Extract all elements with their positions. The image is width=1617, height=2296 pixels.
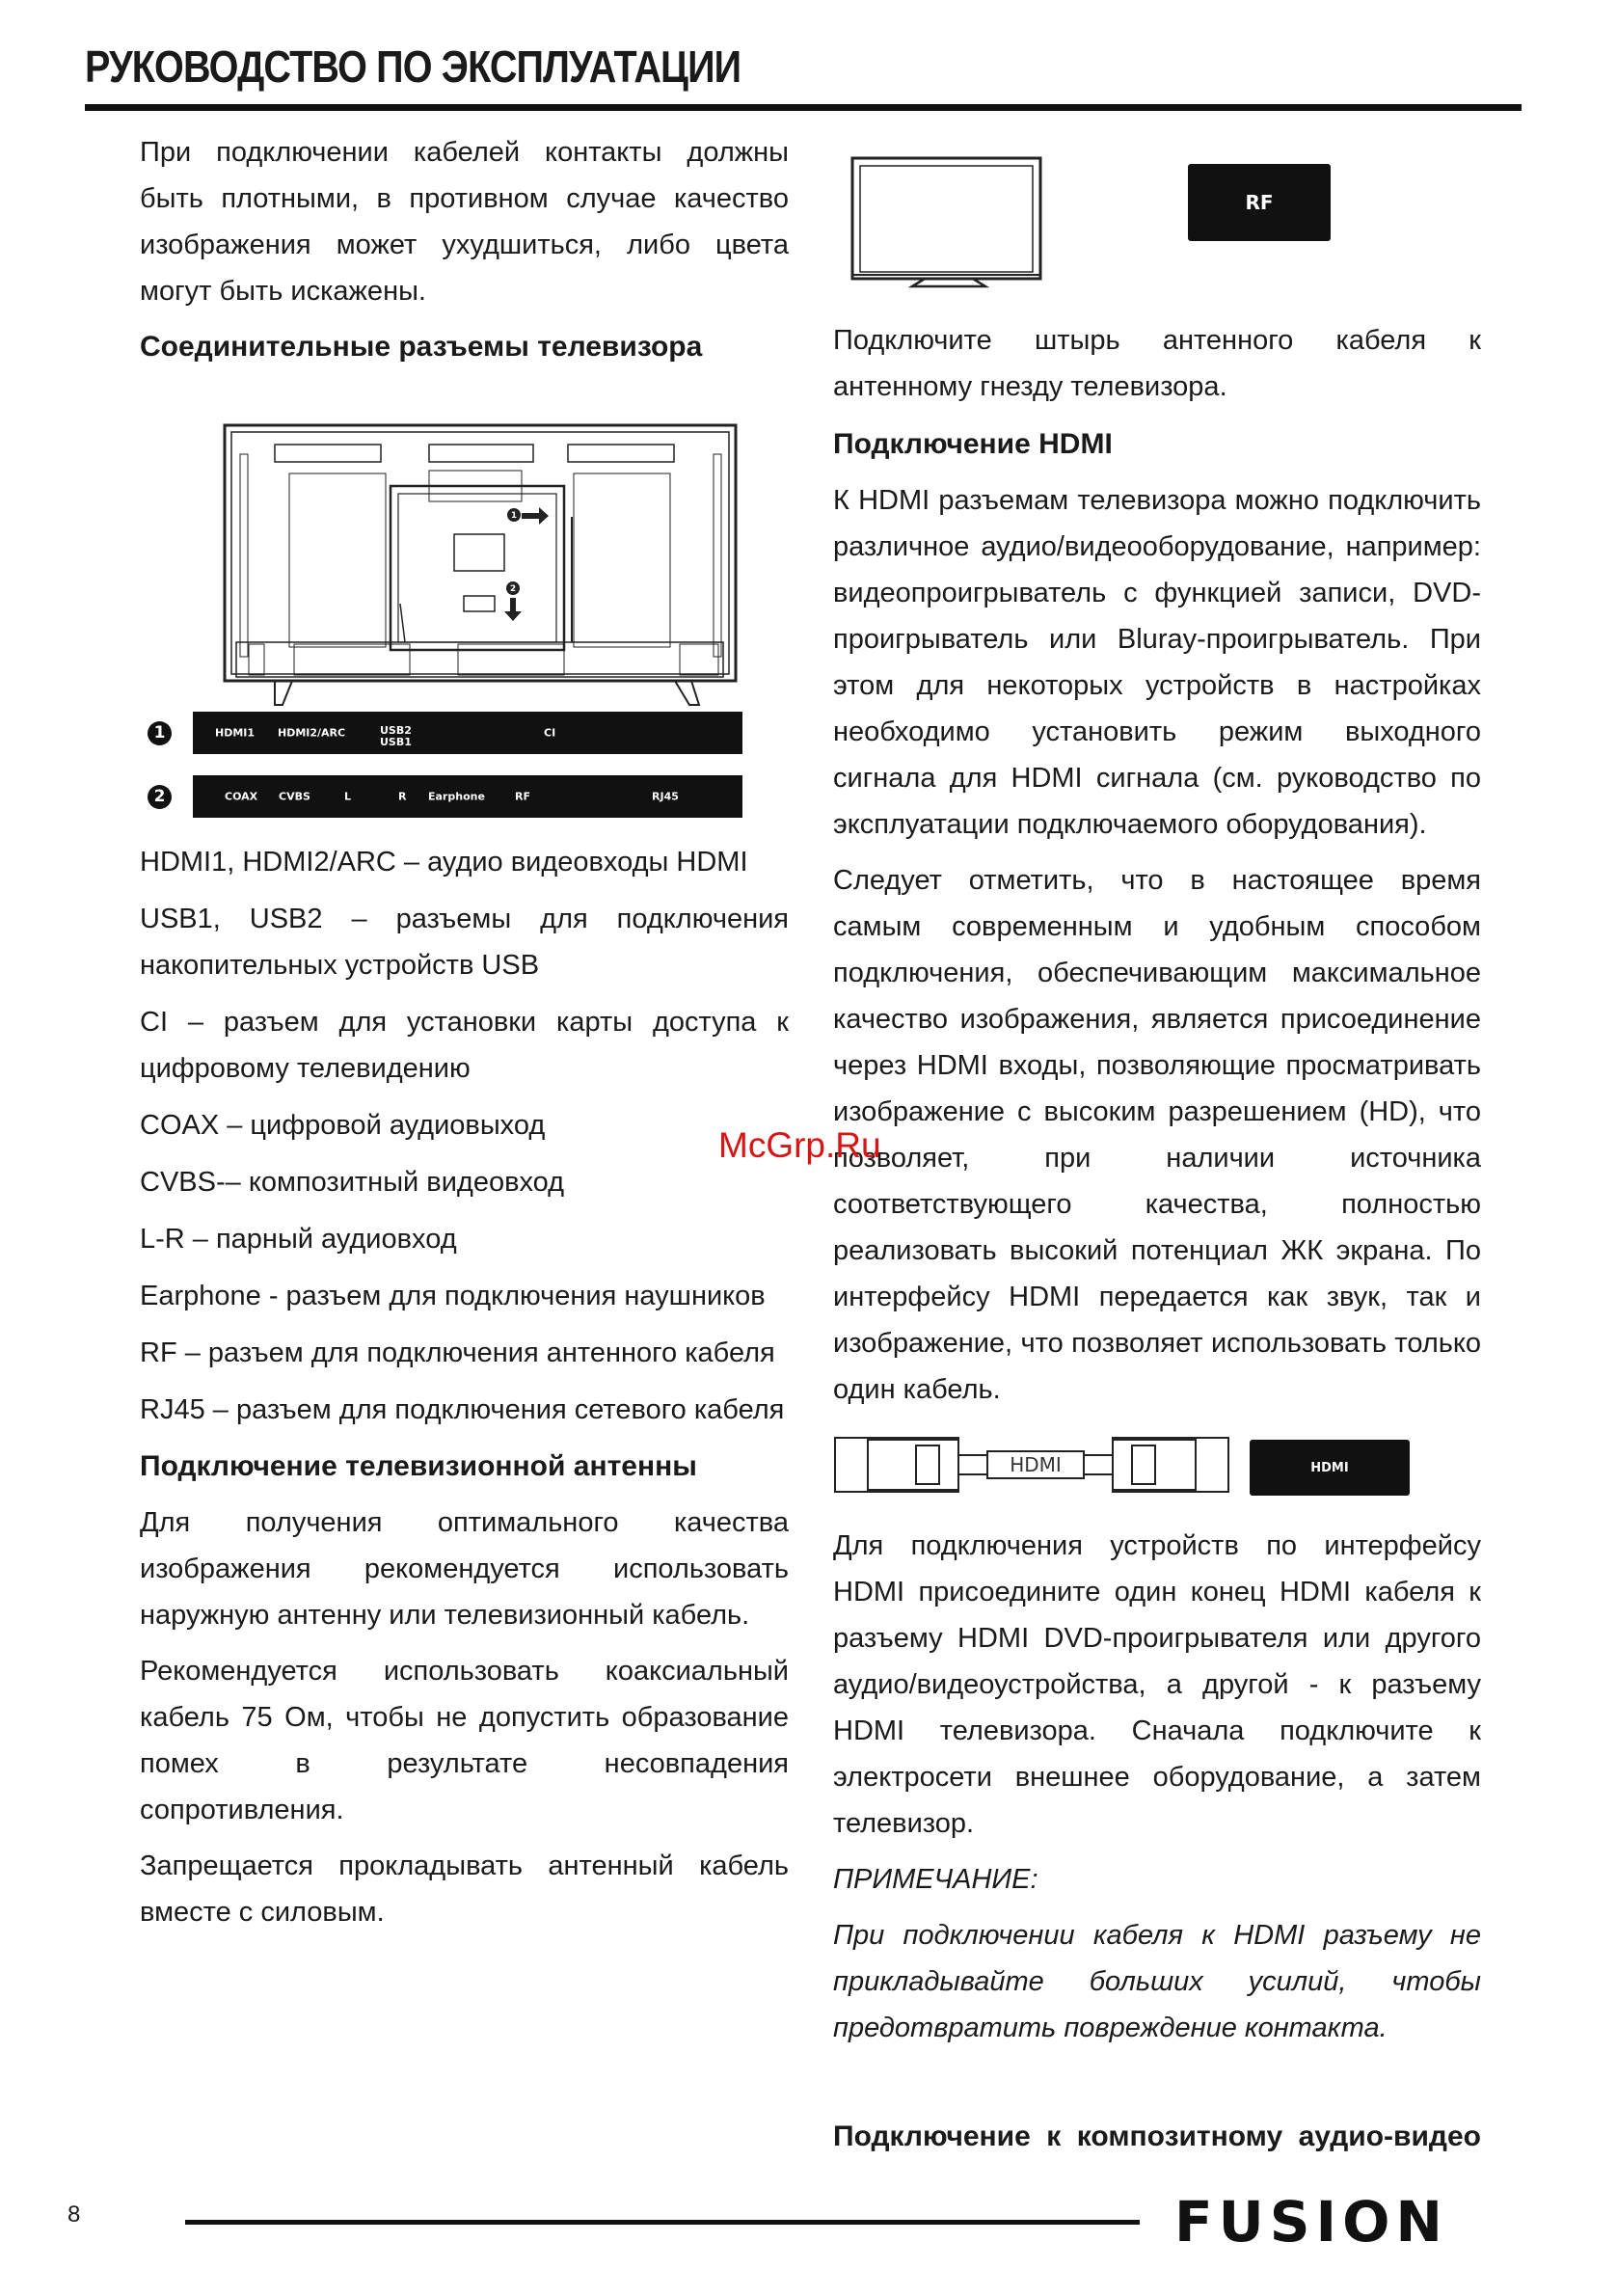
panel-1-bar <box>193 712 742 754</box>
hdmi-cable-label: HDMI <box>1010 1453 1062 1476</box>
hdmi-paragraph-1: К HDMI разъемам телевизора можно подключить различное аудио/видеооборудование, например: видеопроигрыватель с функцией записи, DVD-проигрыватель или Bluray-проигрыватель. При этом для некоторых устройств в настройках необходимо установить режим выходного сигнала для HDMI сигнала (см. руководство по эксплуатации подключаемого оборудования). <box>833 485 1481 840</box>
diagram-marker-1: 1 <box>510 511 518 521</box>
rf-port-label: RF <box>1245 191 1274 214</box>
watermark: McGrp.Ru <box>718 1125 881 1165</box>
rf-port-tile <box>1188 164 1331 241</box>
hdmi-paragraph-2: Следует отметить, что в настоящее время самым современным и удобным способом подключения, обеспечивающим максимальное качество изображения, является присоединение через HDMI входы, позволяющие просматривать изображение с высоким разрешением (HD), что позволяет, при наличии источника соответствующего качества, полностью реализовать высокий потенциал ЖК экрана. По интерфейсу HDMI передается как звук, так и изображение, что позволяет использовать только один кабель. <box>833 865 1481 1405</box>
port-cvbs-label: CVBS <box>279 790 310 803</box>
tv-rear-diagram <box>140 382 789 719</box>
port-hdmi2arc-label: HDMI2/ARC <box>278 726 346 740</box>
note-label: ПРИМЕЧАНИЕ: <box>833 1864 1038 1895</box>
tv-rear-illustration <box>140 382 789 719</box>
hdmi-heading: Подключение HDMI <box>833 428 1113 460</box>
antenna-heading: Подключение телевизионной антенны <box>140 1450 697 1482</box>
diagram-marker-2: 2 <box>509 584 517 594</box>
hdmi-cable-illustration <box>833 1426 1238 1503</box>
port-ci-label: CI <box>544 726 556 740</box>
port-coax-label: COAX <box>225 790 258 803</box>
left-column <box>140 129 789 1945</box>
connector-panel-1 <box>140 712 789 754</box>
definition-usb: USB1, USB2 – разъемы для подключения накопительных устройств USB <box>140 904 789 981</box>
antenna-paragraph-2: Рекомендуется использовать коаксиальный кабель 75 Ом, чтобы не допустить образование помех в результате несовпадения сопротивления. <box>140 1656 789 1825</box>
definition-hdmi: HDMI1, HDMI2/ARC – аудио видеовходы HDMI <box>140 847 748 878</box>
rf-connection-figure <box>833 145 1481 304</box>
port-rj45-label: RJ45 <box>652 790 679 803</box>
port-r-label: R <box>398 790 407 803</box>
antenna-paragraph-3: Запрещается прокладывать антенный кабель вместе с силовым. <box>140 1850 789 1928</box>
panel-2-number: 2 <box>148 785 172 809</box>
connectors-heading: Соединительные разъемы телевизора <box>140 331 703 363</box>
definition-earphone: Earphone - разъем для подключения наушников <box>140 1281 766 1311</box>
hdmi-port-tile <box>1250 1440 1410 1496</box>
hdmi-cable-figure <box>833 1426 1481 1503</box>
hdmi-port-label: HDMI <box>1310 1460 1349 1475</box>
hdmi-paragraph-3: Для подключения устройств по интерфейсу HDMI присоедините один конец HDMI кабеля к разъему HDMI DVD-проигрывателя или другого аудио/видеоустройства, а другой - к разъему HDMI телевизора. Сначала подключите к электросети внешнее оборудование, а затем телевизор. <box>833 1530 1481 1839</box>
definition-coax: COAX – цифровой аудиовыход <box>140 1110 546 1141</box>
note-text: При подключении кабеля к HDMI разъему не прикладывайте больших усилий, чтобы предотвратить повреждение контакта. <box>833 1920 1481 2043</box>
title-rule <box>85 104 1522 111</box>
connector-panel-2 <box>140 775 789 818</box>
panel-2-bar <box>193 775 742 818</box>
definition-rf: RF – разъем для подключения антенного кабеля <box>140 1337 775 1368</box>
definition-lr: L-R – парный аудиовход <box>140 1224 457 1255</box>
port-earphone-label: Earphone <box>428 790 485 803</box>
tv-front-illustration <box>833 145 1481 304</box>
page-title: РУКОВОДСТВО ПО ЭКСПЛУАТАЦИИ <box>85 41 741 92</box>
composite-heading: Подключение к композитному аудио-видео <box>833 2120 1481 2152</box>
page-number: 8 <box>67 2201 81 2228</box>
rf-instruction: Подключите штырь антенного кабеля к антенному гнезду телевизора. <box>833 325 1481 402</box>
port-usb1-label: USB1 <box>380 736 412 748</box>
connector-definitions <box>140 839 789 1433</box>
right-column <box>833 145 1481 2061</box>
definition-ci: CI – разъем для установки карты доступа к цифровому телевидению <box>140 1007 789 1084</box>
port-l-label: L <box>344 790 352 803</box>
port-usb2-label: USB2 <box>380 724 412 737</box>
port-rf-label: RF <box>515 790 530 803</box>
footer-rule <box>185 2220 1140 2225</box>
panel-1-number: 1 <box>148 721 172 745</box>
definition-cvbs: CVBS-– композитный видеовход <box>140 1167 565 1198</box>
antenna-paragraph-1: Для получения оптимального качества изображения рекомендуется использовать наружную антенну или телевизионный кабель. <box>140 1507 789 1631</box>
brand-logo: FUSION <box>1174 2189 1448 2255</box>
intro-paragraph: При подключении кабелей контакты должны быть плотными, в противном случае качество изображения может ухудшиться, либо цвета могут быть искажены. <box>140 137 789 307</box>
port-hdmi1-label: HDMI1 <box>215 726 256 740</box>
definition-rj45: RJ45 – разъем для подключения сетевого кабеля <box>140 1394 785 1425</box>
